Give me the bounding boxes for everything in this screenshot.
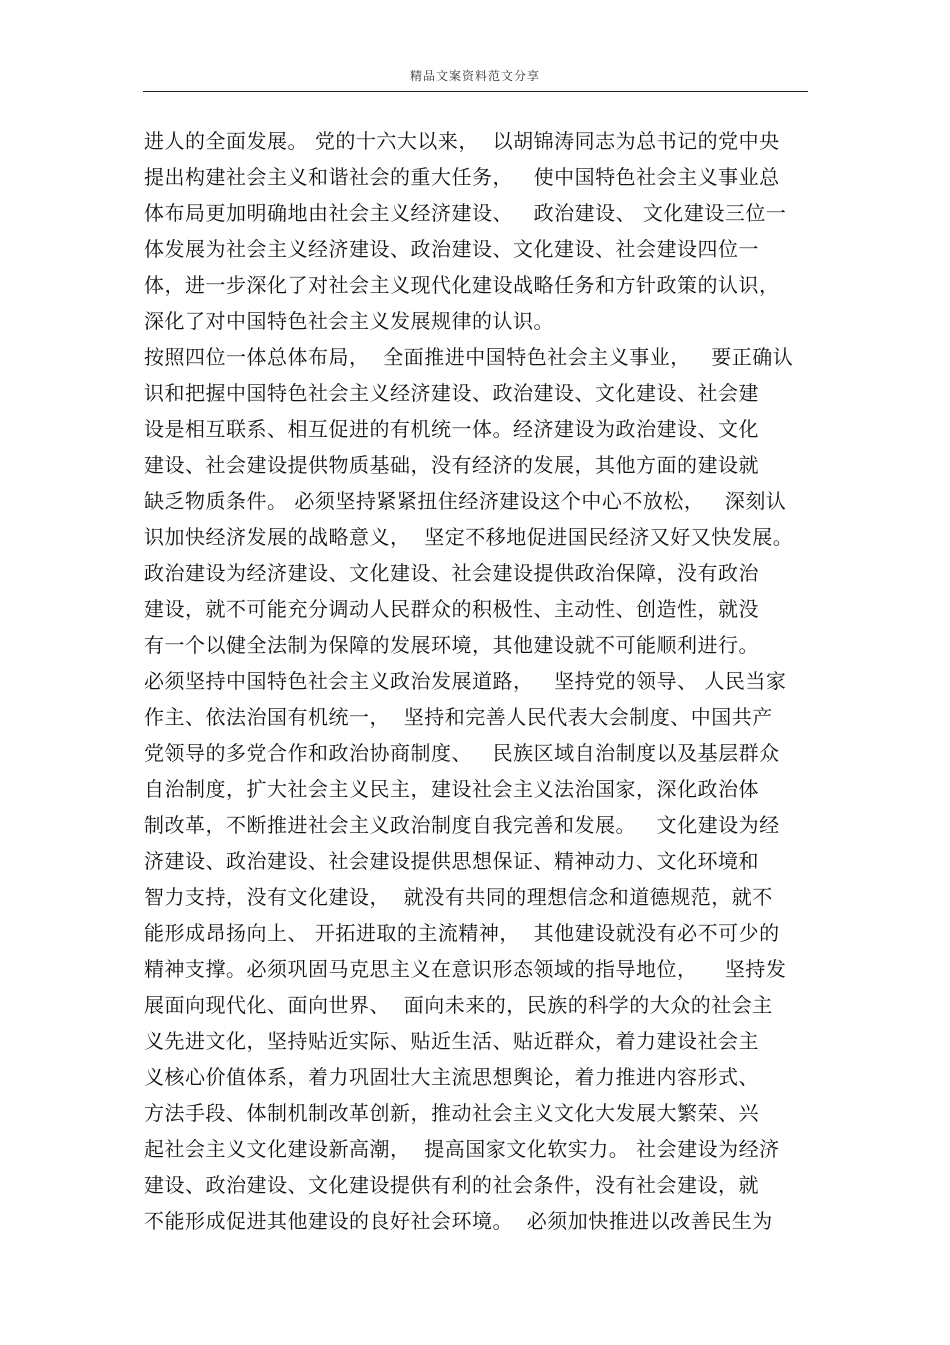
text-line: 建设、政治建设、文化建设提供有利的社会条件，没有社会建设，就 (144, 1173, 759, 1197)
text-line: 能形成昂扬向上、 开拓进取的主流精神， 其他建设就没有必不可少的 (144, 921, 780, 945)
document-body (144, 123, 824, 1239)
text-line: 自治制度，扩大社会主义民主，建设社会主义法治国家，深化政治体 (144, 777, 759, 801)
text-line: 识加快经济发展的战略意义， 坚定不移地促进国民经济又好又快发展。 (144, 525, 794, 549)
page-header-title: 精品文案资料范文分享 (409, 69, 540, 83)
text-line: 智力支持，没有文化建设， 就没有共同的理想信念和道德规范，就不 (144, 885, 773, 909)
text-line: 体布局更加明确地由社会主义经济建设、 政治建设、 文化建设三位一 (144, 201, 787, 225)
header-divider (143, 91, 808, 92)
text-line: 深化了对中国特色社会主义发展规律的认识。 (144, 309, 554, 333)
text-line: 进人的全面发展。 党的十六大以来， 以胡锦涛同志为总书记的党中央 (144, 129, 780, 153)
text-line: 义先进文化，坚持贴近实际、贴近生活、贴近群众，着力建设社会主 (144, 1029, 759, 1053)
text-line: 制改革，不断推进社会主义政治制度自我完善和发展。 文化建设为经 (144, 813, 780, 837)
text-line: 建设、社会建设提供物质基础，没有经济的发展，其他方面的建设就 (144, 453, 759, 477)
text-line: 起社会主义文化建设新高潮， 提高国家文化软实力。 社会建设为经济 (144, 1137, 780, 1161)
text-line: 政治建设为经济建设、文化建设、社会建设提供政治保障，没有政治 (144, 561, 759, 585)
text-line: 识和把握中国特色社会主义经济建设、政治建设、文化建设、社会建 (144, 381, 759, 405)
text-line: 体，进一步深化了对社会主义现代化建设战略任务和方针政策的认识， (144, 273, 780, 297)
text-line: 精神支撑。必须巩固马克思主义在意识形态领域的指导地位， 坚持发 (144, 957, 787, 981)
text-line: 不能形成促进其他建设的良好社会环境。 必须加快推进以改善民生为 (144, 1209, 773, 1233)
text-line: 展面向现代化、面向世界、 面向未来的，民族的科学的大众的社会主 (144, 993, 773, 1017)
text-line: 作主、依法治国有机统一， 坚持和完善人民代表大会制度、中国共产 (144, 705, 773, 729)
text-line: 设是相互联系、相互促进的有机统一体。经济建设为政治建设、文化 (144, 417, 759, 441)
text-line: 必须坚持中国特色社会主义政治发展道路， 坚持党的领导、 人民当家 (144, 669, 787, 693)
text-line: 提出构建社会主义和谐社会的重大任务， 使中国特色社会主义事业总 (144, 165, 780, 189)
text-line: 按照四位一体总体布局， 全面推进中国特色社会主义事业， 要正确认 (144, 345, 794, 369)
text-line: 缺乏物质条件。 必须坚持紧紧扭住经济建设这个中心不放松， 深刻认 (144, 489, 787, 513)
text-line: 济建设、政治建设、社会建设提供思想保证、精神动力、文化环境和 (144, 849, 759, 873)
text-line: 体发展为社会主义经济建设、政治建设、文化建设、社会建设四位一 (144, 237, 759, 261)
text-line: 党领导的多党合作和政治协商制度、 民族区域自治制度以及基层群众 (144, 741, 780, 765)
text-line: 有一个以健全法制为保障的发展环境，其他建设就不可能顺利进行。 (144, 633, 759, 657)
text-line: 建设，就不可能充分调动人民群众的积极性、主动性、创造性，就没 (144, 597, 759, 621)
text-line: 义核心价值体系，着力巩固壮大主流思想舆论，着力推进内容形式、 (144, 1065, 759, 1089)
text-line: 方法手段、体制机制改革创新，推动社会主义文化大发展大繁荣、兴 (144, 1101, 759, 1125)
